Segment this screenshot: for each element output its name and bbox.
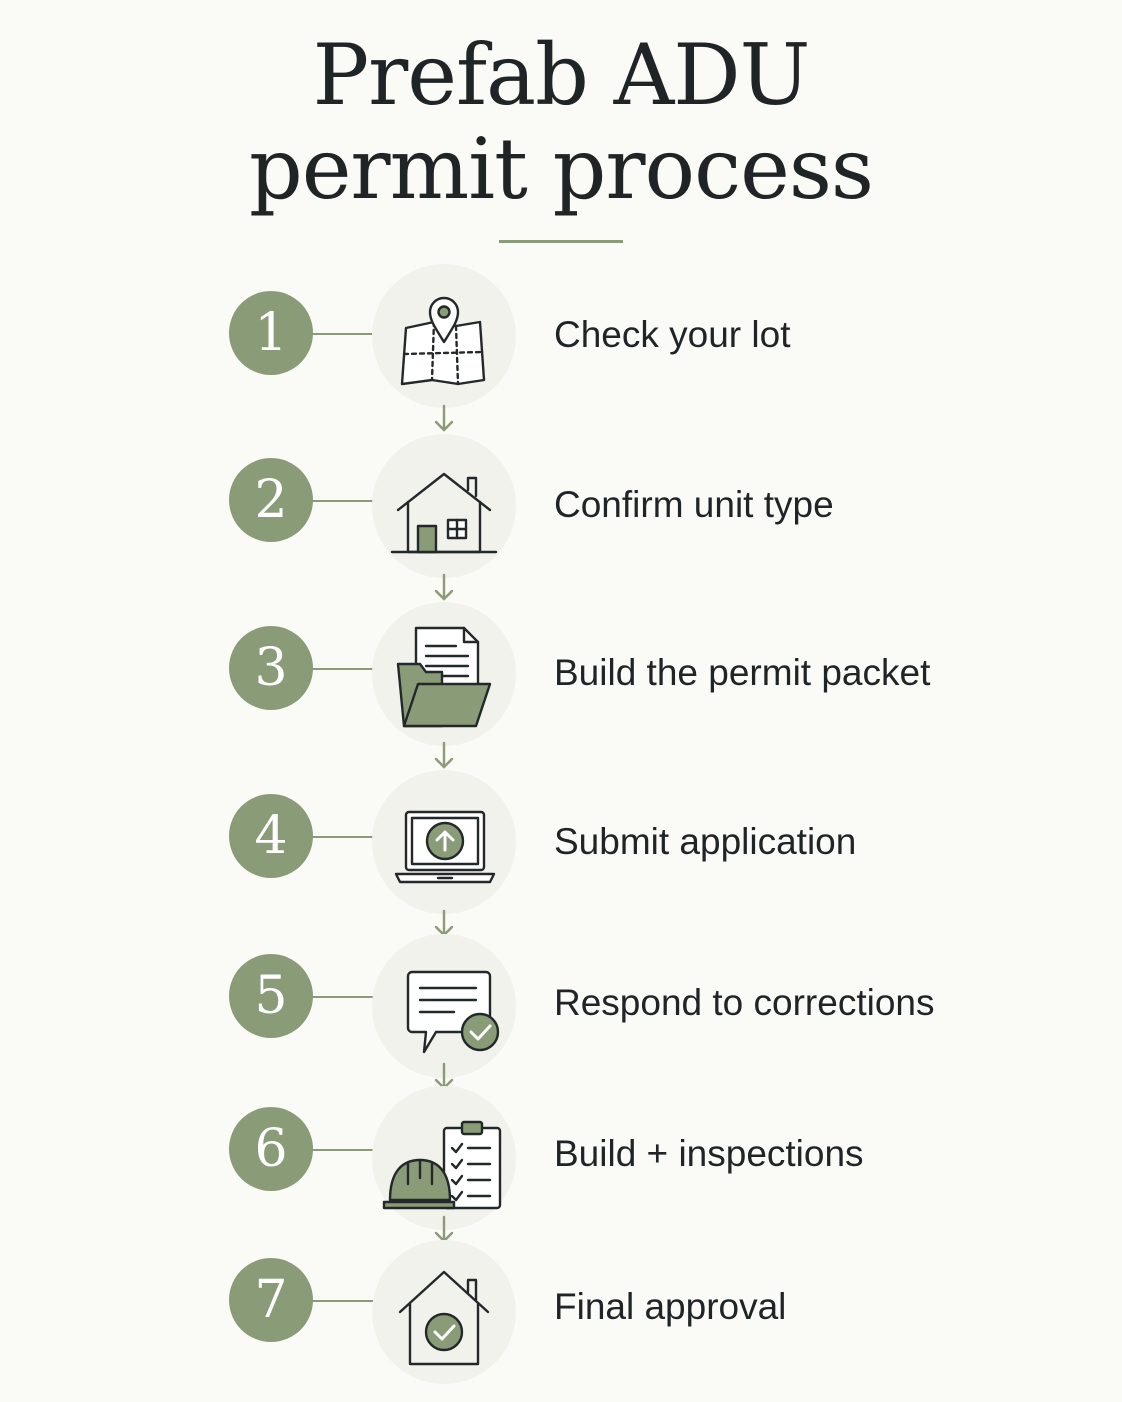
- step-number-badge: 3: [229, 626, 313, 710]
- arrow-down-icon: [432, 573, 456, 603]
- step-label: Check your lot: [554, 314, 791, 355]
- step-icon-circle: [372, 1240, 516, 1384]
- page-title: [0, 28, 1122, 216]
- step-connector: [312, 500, 374, 502]
- step-icon-circle: [372, 934, 516, 1078]
- step-number-badge: 6: [229, 1107, 313, 1191]
- hardhat-checklist-icon: [384, 1098, 504, 1218]
- chat-check-icon: [384, 946, 504, 1066]
- step-icon-circle: [372, 770, 516, 914]
- step-number-badge: 2: [229, 458, 313, 542]
- folder-document-icon: [384, 614, 504, 734]
- step-label: Respond to corrections: [554, 982, 935, 1023]
- house-check-icon: [384, 1252, 504, 1372]
- laptop-upload-icon: [384, 782, 504, 902]
- house-icon: [384, 446, 504, 566]
- step-icon-circle: [372, 1086, 516, 1230]
- step-icon-circle: [372, 264, 516, 408]
- step-number-badge: 1: [229, 291, 313, 375]
- step-label: Confirm unit type: [554, 484, 834, 525]
- map-pin-icon: [384, 276, 504, 396]
- step-label: Final approval: [554, 1286, 787, 1327]
- arrow-down-icon: [432, 404, 456, 434]
- step-connector: [312, 836, 374, 838]
- title-line-1: Prefab ADU: [312, 26, 810, 124]
- step-connector: [312, 333, 374, 335]
- step-connector: [312, 1300, 374, 1302]
- step-label: Build the permit packet: [554, 652, 931, 693]
- step-connector: [312, 668, 374, 670]
- step-icon-circle: [372, 434, 516, 578]
- step-connector: [312, 1149, 374, 1151]
- step-label: Submit application: [554, 821, 857, 862]
- step-number-badge: 7: [229, 1258, 313, 1342]
- title-divider: [499, 240, 623, 243]
- step-icon-circle: [372, 602, 516, 746]
- arrow-down-icon: [432, 741, 456, 771]
- title-line-2: permit process: [248, 120, 874, 218]
- step-connector: [312, 996, 374, 998]
- step-label: Build + inspections: [554, 1133, 864, 1174]
- step-number-badge: 5: [229, 954, 313, 1038]
- step-number-badge: 4: [229, 794, 313, 878]
